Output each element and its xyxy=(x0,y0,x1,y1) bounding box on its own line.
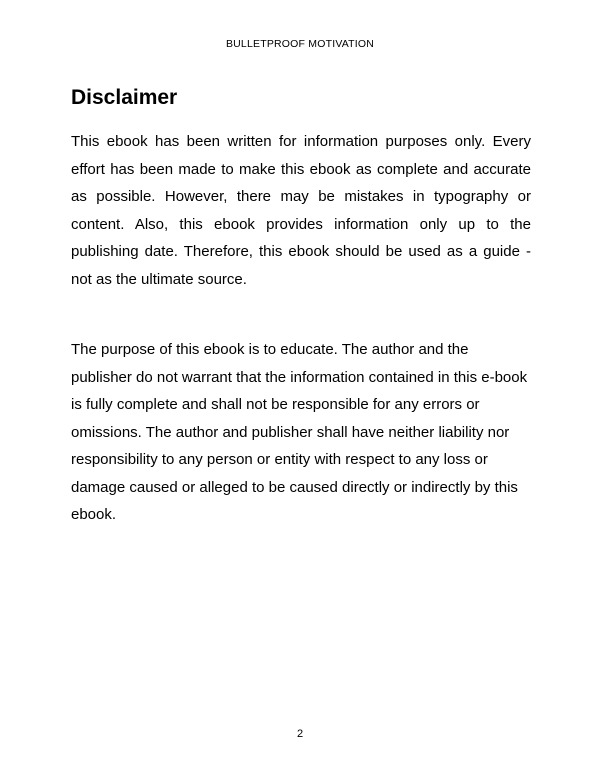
disclaimer-paragraph-1: This ebook has been written for information purposes only. Every effort has been made to make this ebook as complete and accurate as possible. However, there may be mistakes in typography or content. Also, this ebook provides information only up to the publishing date. Therefore, this ebook should be used as a guide - not as the ultimate source. xyxy=(71,133,531,288)
section-heading: Disclaimer xyxy=(71,86,178,109)
disclaimer-paragraph-2: The purpose of this ebook is to educate. The author and the publisher do not warrant that the information contained in this e-book is fully complete and shall not be responsible for any errors or omissions. The author and publisher shall have neither liability nor responsibility to any person or entity with respect to any loss or damage caused or alleged to be caused directly or indirectly by this ebook. xyxy=(71,341,528,523)
page-number: 2 xyxy=(296,728,304,740)
running-header: BULLETPROOF MOTIVATION xyxy=(225,38,375,50)
